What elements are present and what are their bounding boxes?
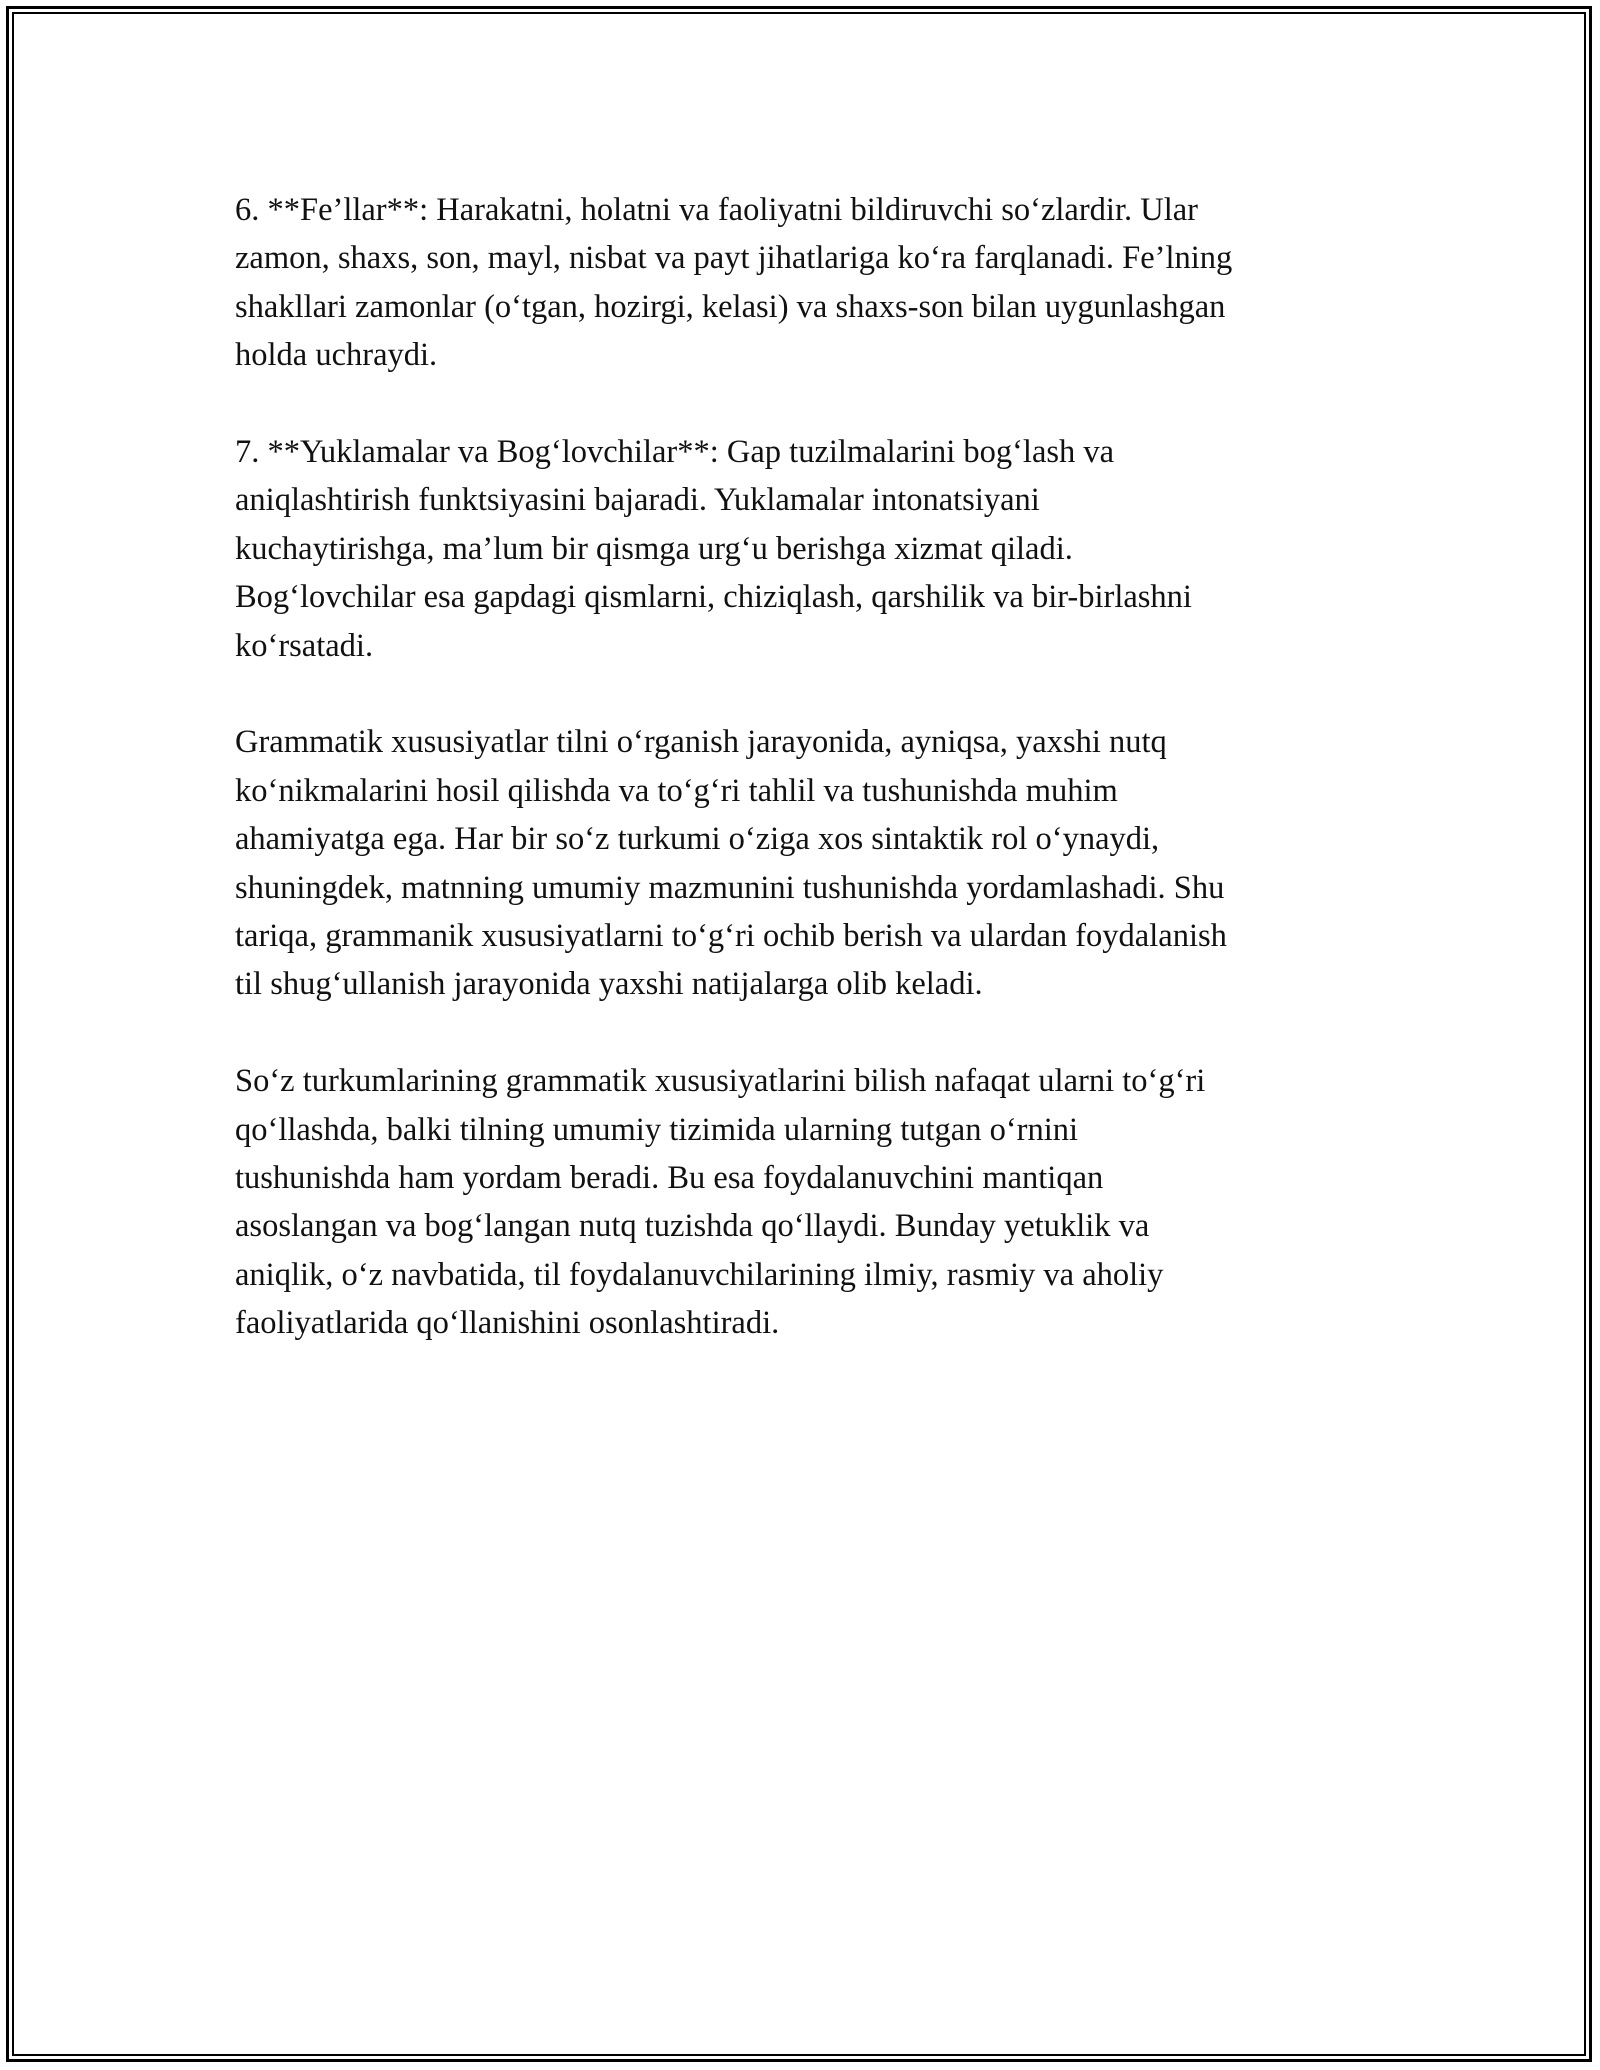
text-line: Bog‘lovchilar esa gapdagi qismlarni, chiziqlash, qarshilik va bir-birlashni	[235, 579, 1192, 616]
text-line: ko‘nikmalarini hosil qilishda va to‘g‘ri tahlil va tushunishda muhim	[235, 772, 1118, 809]
text-line: aniqlik, o‘z navbatida, til foydalanuvchilarining ilmiy, rasmiy va aholiy	[235, 1256, 1164, 1293]
text-line: ahamiyatga ega. Har bir so‘z turkumi o‘ziga xos sintaktik rol o‘ynaydi,	[235, 821, 1160, 858]
text-line: ko‘rsatadi.	[235, 627, 374, 664]
text-line: zamon, shaxs, son, mayl, nisbat va payt jihatlariga ko‘ra farqlanadi. Fe’lning	[235, 240, 1233, 277]
text-line: 7. **Yuklamalar va Bog‘lovchilar**: Gap tuzilmalarini bog‘lash va	[235, 434, 1115, 471]
paragraph-verbs	[235, 186, 1375, 380]
text-line: asoslangan va bog‘langan nutq tuzishda qo‘llaydi. Bunday yetuklik va	[235, 1208, 1150, 1245]
text-line: qo‘llashda, balki tilning umumiy tizimida ularning tutgan o‘rnini	[235, 1111, 1079, 1148]
paragraph-conclusion	[235, 1057, 1375, 1347]
text-line: 6. **Fe’llar**: Harakatni, holatni va faoliyatni bildiruvchi so‘zlardir. Ular	[235, 192, 1198, 228]
paragraph-particles-conjunctions	[235, 428, 1375, 670]
text-line: holda uchraydi.	[235, 337, 438, 374]
text-line: aniqlashtirish funktsiyasini bajaradi. Yuklamalar intonatsiyani	[235, 482, 1040, 519]
text-line: faoliyatlarida qo‘llanishini osonlashtiradi.	[235, 1305, 780, 1342]
text-line: So‘z turkumlarining grammatik xususiyatlarini bilish nafaqat ularni to‘g‘ri	[235, 1063, 1206, 1100]
paragraph-grammatical-features	[235, 718, 1375, 1008]
text-line: shakllari zamonlar (o‘tgan, hozirgi, kelasi) va shaxs-son bilan uygunlashgan	[235, 288, 1226, 325]
document-body	[235, 186, 1375, 1396]
text-line: shuningdek, matnning umumiy mazmunini tushunishda yordamlashadi. Shu	[235, 869, 1225, 906]
text-line: tushunishda ham yordam beradi. Bu esa foydalanuvchini mantiqan	[235, 1160, 1104, 1197]
text-line: Grammatik xususiyatlar tilni o‘rganish jarayonida, ayniqsa, yaxshi nutq	[235, 724, 1167, 761]
text-line: til shug‘ullanish jarayonida yaxshi natijalarga olib keladi.	[235, 966, 983, 1003]
text-line: tariqa, grammanik xususiyatlarni to‘g‘ri ochib berish va ulardan foydalanish	[235, 918, 1227, 955]
text-line: kuchaytirishga, ma’lum bir qismga urg‘u berishga xizmat qiladi.	[235, 530, 1073, 567]
